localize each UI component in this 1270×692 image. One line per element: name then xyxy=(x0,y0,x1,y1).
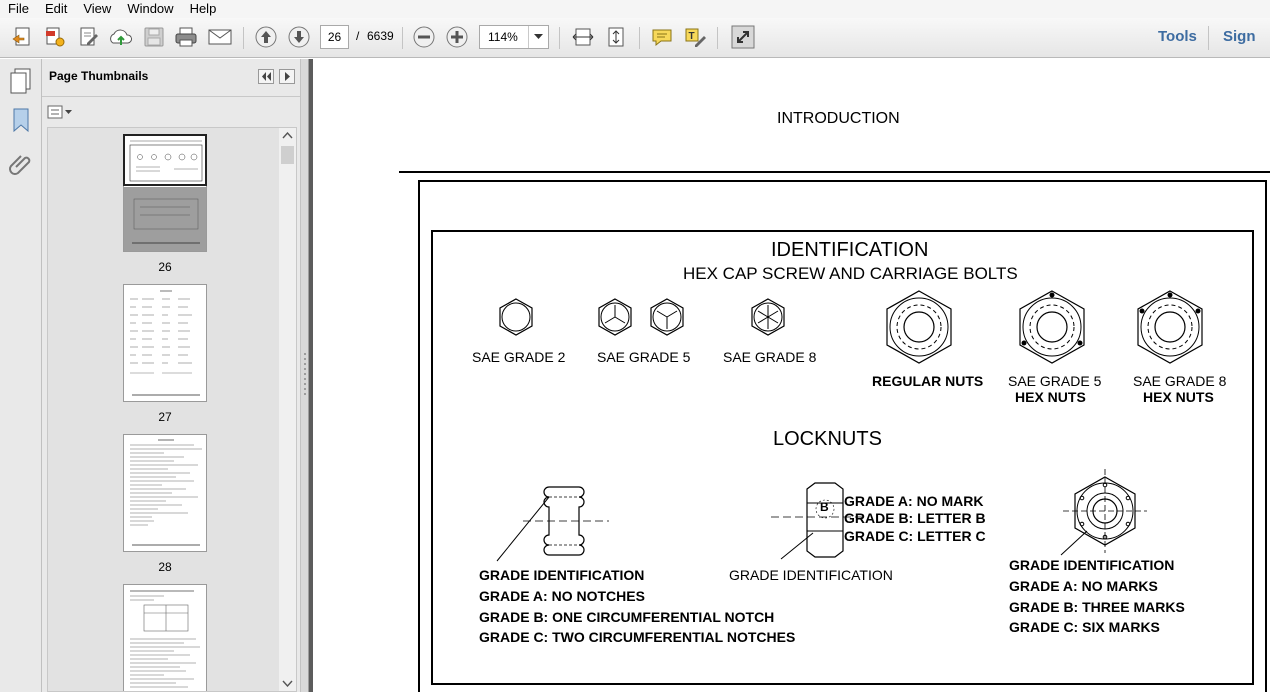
regular-nuts-label: REGULAR NUTS xyxy=(872,373,984,389)
zoom-in-icon[interactable] xyxy=(442,22,472,52)
thumbnail-viewport-frame[interactable] xyxy=(123,134,207,186)
thumbnail-page-number: 28 xyxy=(158,560,172,574)
figure-subtitle: HEX CAP SCREW AND CARRIAGE BOLTS xyxy=(683,264,1018,283)
grade-8-hex-nut-label: SAE GRADE 8 xyxy=(1133,373,1227,389)
zoom-out-icon[interactable] xyxy=(409,22,439,52)
toolbar-separator xyxy=(639,27,640,49)
thumbnail-page-image xyxy=(123,584,207,692)
fullscreen-icon[interactable] xyxy=(728,22,758,52)
thumbnails-panel xyxy=(42,59,300,692)
menu-view[interactable]: View xyxy=(83,1,112,16)
sae-grade-5-bolt-head-alt xyxy=(649,297,685,337)
attachment-icon[interactable] xyxy=(6,147,36,177)
scroll-up-icon[interactable] xyxy=(282,132,293,139)
print-icon[interactable] xyxy=(171,22,201,52)
create-icon[interactable] xyxy=(8,22,38,52)
highlight-icon[interactable] xyxy=(680,22,710,52)
menu-bar xyxy=(0,0,1270,18)
bookmark-icon[interactable] xyxy=(6,105,36,135)
menu-window[interactable]: Window xyxy=(127,1,174,16)
grade-5-label: SAE GRADE 5 xyxy=(597,349,691,365)
fit-width-icon[interactable] xyxy=(568,22,598,52)
grade-2-label: SAE GRADE 2 xyxy=(472,349,566,365)
thumbnail-page-image xyxy=(123,284,207,402)
edit-icon[interactable] xyxy=(74,22,104,52)
grade-8-hex-nut-drawing xyxy=(1136,289,1204,365)
thumbnail-page-number: 26 xyxy=(158,260,172,274)
toolbar-separator xyxy=(402,27,403,49)
locknut-marks-drawing xyxy=(1043,463,1167,559)
toolbar-separator xyxy=(559,27,560,49)
grade-8-label: SAE GRADE 8 xyxy=(723,349,817,365)
locknut-3-grade-c: GRADE C: SIX MARKS xyxy=(1009,619,1160,635)
regular-nut-drawing xyxy=(885,289,953,365)
page-number-input[interactable] xyxy=(320,25,349,49)
header-rule xyxy=(399,171,1270,173)
thumbnail-options-button[interactable] xyxy=(47,103,73,121)
locknut-3-grade-b: GRADE B: THREE MARKS xyxy=(1009,599,1185,615)
sae-grade-2-bolt-head xyxy=(498,297,534,337)
menu-edit[interactable]: Edit xyxy=(44,1,68,16)
locknut-3-grade-id: GRADE IDENTIFICATION xyxy=(1009,557,1175,573)
grade-8-hex-nut-sublabel: HEX NUTS xyxy=(1143,389,1214,405)
locknuts-title: LOCKNUTS xyxy=(773,428,882,450)
tools-button[interactable]: Tools xyxy=(1158,28,1197,45)
email-icon[interactable] xyxy=(205,22,235,52)
toolbar-separator xyxy=(1208,26,1209,50)
chevron-down-icon[interactable] xyxy=(528,26,548,48)
page-separator: / xyxy=(356,29,360,43)
figure-title: IDENTIFICATION xyxy=(771,239,929,261)
locknut-1-grade-id: GRADE IDENTIFICATION xyxy=(479,567,645,583)
comment-icon[interactable] xyxy=(647,22,677,52)
document-page xyxy=(313,59,1270,692)
thumbnail-scrollbar[interactable] xyxy=(279,128,296,691)
page-total: 6639 xyxy=(367,29,394,43)
zoom-select[interactable] xyxy=(479,25,549,49)
menu-help[interactable]: Help xyxy=(189,1,217,16)
sae-grade-5-bolt-head xyxy=(597,297,633,337)
thumbnail-list xyxy=(47,127,297,692)
toolbar-separator xyxy=(717,27,718,49)
next-page-icon[interactable] xyxy=(284,22,314,52)
grade-5-hex-nut-label: SAE GRADE 5 xyxy=(1008,373,1102,389)
collapse-panel-button[interactable] xyxy=(258,69,274,84)
locknut-3-grade-a: GRADE A: NO MARKS xyxy=(1009,578,1158,594)
locknut-1-grade-b: GRADE B: ONE CIRCUMFERENTIAL NOTCH xyxy=(479,609,775,625)
svg-text:T: T xyxy=(688,31,695,42)
navigation-rail xyxy=(0,59,42,692)
toolbar-separator xyxy=(243,27,244,49)
thumbnail-page-image xyxy=(123,434,207,552)
sign-button[interactable]: Sign xyxy=(1223,28,1256,45)
grade-5-hex-nut-drawing xyxy=(1018,289,1086,365)
zoom-value: 114% xyxy=(488,30,518,44)
grade-5-hex-nut-sublabel: HEX NUTS xyxy=(1015,389,1086,405)
expand-panel-button[interactable] xyxy=(279,69,295,84)
locknut-1-grade-a: GRADE A: NO NOTCHES xyxy=(479,588,645,604)
previous-page-icon[interactable] xyxy=(251,22,281,52)
locknut-2-grade-id: GRADE IDENTIFICATION xyxy=(729,567,893,583)
locknut-2-grade-b: GRADE B: LETTER B xyxy=(844,510,986,526)
panel-splitter[interactable] xyxy=(300,59,309,692)
sae-grade-8-bolt-head xyxy=(750,297,786,337)
toolbar xyxy=(0,18,1270,58)
thumbnail-page-number: 27 xyxy=(158,410,172,424)
page-header: INTRODUCTION xyxy=(777,110,900,127)
panel-header xyxy=(42,59,300,97)
locknut-2-grade-c: GRADE C: LETTER C xyxy=(844,528,986,544)
document-viewport[interactable] xyxy=(309,59,1270,692)
page-thumbnails-icon[interactable] xyxy=(6,65,36,95)
upload-icon[interactable] xyxy=(106,22,136,52)
locknut-letter-mark: B xyxy=(820,500,829,514)
locknut-1-grade-c: GRADE C: TWO CIRCUMFERENTIAL NOTCHES xyxy=(479,629,796,645)
menu-file[interactable]: File xyxy=(8,1,29,16)
locknut-2-grade-a: GRADE A: NO MARK xyxy=(844,493,984,509)
panel-title: Page Thumbnails xyxy=(49,69,149,83)
scrollbar-thumb[interactable] xyxy=(281,146,294,164)
fit-page-icon[interactable] xyxy=(601,22,631,52)
scroll-down-icon[interactable] xyxy=(282,680,293,687)
combine-icon[interactable] xyxy=(40,22,70,52)
save-icon[interactable] xyxy=(139,22,169,52)
